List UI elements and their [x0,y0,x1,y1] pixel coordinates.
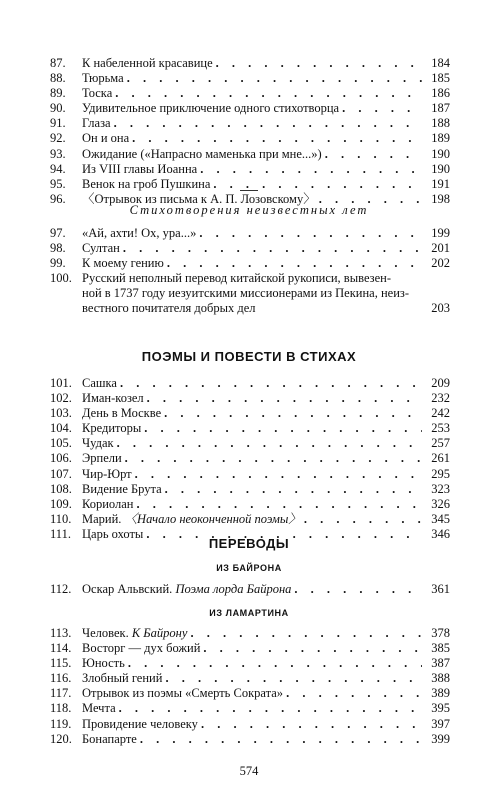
dot-leader [140,732,422,747]
entry-number: 109. [50,496,72,511]
entry-title: Видение Брута [82,481,162,496]
entry-page: 399 [431,731,450,746]
entry-title-line: ной в 1737 году иезуитскими миссионерами из Пекина, неиз- [82,286,410,301]
poems-section-heading: ПОЭМЫ И ПОВЕСТИ В СТИХАХ [141,349,357,364]
entry-number: 101. [50,376,72,390]
dot-leader [119,701,422,716]
entry-title-plain: Марий. [82,511,125,526]
toc-entry [50,56,450,71]
entry-number: 100. [50,271,72,286]
entry-number: 90. [50,101,66,116]
entry-number: 104. [50,421,72,436]
entry-page: 385 [431,641,450,656]
entry-number: 99. [50,256,66,271]
entry-title: Чудак [82,436,114,451]
dot-leader [135,467,422,482]
toc-entry [50,406,450,421]
dot-leader [200,162,422,177]
entry-number: 91. [50,116,66,131]
entry-number: 88. [50,71,66,86]
toc-entry [50,256,450,271]
toc-entry [50,101,450,116]
toc-entry [50,512,450,527]
entry-number: 95. [50,176,66,191]
entry-title: Глаза [82,116,111,131]
entry-page: 191 [431,176,450,191]
entry-number: 92. [50,131,66,146]
entry-number: 111. [50,526,71,541]
entry-page: 378 [431,626,450,640]
byron-subheading: ИЗ БАЙРОНА [216,563,282,573]
entry-title: 〈Отрывок из письма к А. П. Лозовскому〉 [82,191,316,206]
toc-entry [50,71,450,86]
divider-rule [240,190,258,191]
entry-page: 388 [431,671,450,686]
entry-number: 107. [50,466,72,481]
entry-number: 120. [50,731,72,746]
entry-page: 242 [431,406,450,421]
entry-page: 232 [431,391,450,406]
dot-leader [201,717,422,732]
entry-title: Удивительное приключение одного стихотворца [82,101,340,116]
entry-title [82,512,304,527]
entry-title-line: Русский неполный перевод китайской рукописи, вывезен- [82,271,391,286]
entry-title-line: вестного почитателя добрых дел [82,301,256,316]
dot-leader [127,71,422,86]
entry-title: День в Москве [82,406,162,421]
dot-leader [190,626,422,641]
entry-number: 89. [50,86,66,101]
entry-page: 345 [431,511,450,526]
dot-leader [216,56,422,71]
entry-page: 199 [431,226,450,240]
entry-page: 184 [431,56,450,70]
entry-page: 185 [431,71,450,86]
toc-group-1 [50,56,450,207]
dot-leader [125,451,422,466]
entry-page: 253 [431,421,450,436]
entry-title-italic: 〈Начало неоконченной поэмы〉 [124,511,301,526]
entry-title: К моему гению [82,256,164,271]
entry-number: 117. [50,686,72,701]
dot-leader [165,671,422,686]
dot-leader [325,147,422,162]
entry-page: 201 [431,241,450,256]
entry-title: Злобный гений [82,671,163,686]
entry-page: 361 [431,582,450,596]
entry-number: 102. [50,391,72,406]
dot-leader [117,436,422,451]
toc-entry [50,626,450,641]
entry-number: 105. [50,436,72,451]
entry-page: 295 [431,466,450,481]
entry-title: Провидение человеку [82,716,198,731]
entry-page: 395 [431,701,450,716]
entry-page: 346 [431,526,450,541]
entry-number: 96. [50,191,66,206]
entry-title [82,626,190,641]
toc-entry [50,717,450,732]
dot-leader [294,582,422,597]
entry-number: 116. [50,671,72,686]
entry-title: Восторг — дух божий [82,641,201,656]
toc-entry [50,86,450,101]
entry-page: 209 [431,376,450,390]
toc-entry [50,656,450,671]
entry-number: 93. [50,146,66,161]
entry-page: 187 [431,101,450,116]
dot-leader [167,256,422,271]
toc-entry [50,497,450,512]
entry-number: 119. [50,716,72,731]
entry-page: 198 [431,191,450,206]
entry-page: 190 [431,161,450,176]
entry-title [82,271,422,316]
entry-number: 94. [50,161,66,176]
entry-title: Иман-козел [82,391,144,406]
dot-leader [114,116,422,131]
entry-page: 257 [431,436,450,451]
entry-title: Мечта [82,701,116,716]
toc-entry [50,467,450,482]
entry-page: 389 [431,686,450,701]
toc-entry [50,421,450,436]
entry-page: 188 [431,116,450,131]
entry-title: Чир-Юрт [82,466,132,481]
dot-leader [286,686,422,701]
toc-entry [50,147,450,162]
toc-entry [50,226,450,241]
dot-leader [132,131,422,146]
entry-title: Ожидание («Напрасно маменька при мне...») [82,146,322,161]
entry-number: 110. [50,511,72,526]
toc-entry [50,116,450,131]
entry-number: 108. [50,481,72,496]
entry-number: 115. [50,656,72,671]
dot-leader [115,86,422,101]
entry-page: 189 [431,131,450,146]
entry-page: 323 [431,481,450,496]
entry-title: К набеленной красавице [82,56,213,70]
dot-leader [304,512,422,527]
dot-leader [164,406,422,421]
entry-page: 203 [431,301,450,316]
entry-title: Кредиторы [82,421,142,436]
entry-number: 114. [50,641,72,656]
toc-entry [50,686,450,701]
entry-title: Он и она [82,131,130,146]
toc-entry [50,671,450,686]
entry-title [82,582,294,597]
toc-entry [50,482,450,497]
toc-group-2 [50,226,450,317]
entry-title: Тюрьма [82,71,124,86]
toc-entry [50,451,450,466]
entry-title: Султан [82,241,120,256]
entry-title: Царь охоты [82,526,144,541]
entry-title-italic: Поэма лорда Байрона [175,582,292,596]
toc-entry [50,241,450,256]
entry-page: 202 [431,256,450,271]
entry-title: «Ай, ахти! Ох, ура...» [82,226,197,240]
entry-page: 261 [431,451,450,466]
translations-section-heading: ПЕРЕВОДЫ [208,536,290,551]
toc-entry [50,582,450,597]
entry-title: Сашка [82,376,117,390]
lamartine-subheading: ИЗ ЛАМАРТИНА [209,608,289,618]
dot-leader [144,421,422,436]
dot-leader [165,482,422,497]
entry-page: 190 [431,146,450,161]
toc-group-3 [50,376,450,542]
page-number: 574 [239,764,259,778]
toc-entry-multiline [50,271,450,316]
entry-number: 97. [50,226,66,240]
toc-entry [50,701,450,716]
toc-entry [50,436,450,451]
entry-number: 113. [50,626,72,640]
dot-leader [203,641,422,656]
toc-entry [50,131,450,146]
entry-title-last-row [82,301,418,316]
entry-title: Тоска [82,86,113,101]
entry-number: 106. [50,451,72,466]
entry-page: 387 [431,656,450,671]
dot-leader [120,376,422,391]
dot-leader [136,497,422,512]
dot-leader [147,391,422,406]
entry-number: 103. [50,406,72,421]
entry-title-plain: Человек. [82,626,132,640]
toc-entry [50,641,450,656]
toc-group-byron [50,582,450,597]
toc-entry [50,162,450,177]
entry-number: 118. [50,701,72,716]
entry-number: 98. [50,241,66,256]
dot-leader [199,226,422,241]
entry-title-italic: К Байрону [131,626,188,640]
entry-title: Эрпели [82,451,122,466]
entry-title: Венок на гроб Пушкина [82,176,211,191]
entry-title: Из VIII главы Иоанна [82,161,198,176]
entry-title-plain: Оскар Альвский. [82,582,176,596]
entry-number: 87. [50,56,66,70]
entry-page: 326 [431,496,450,511]
entry-title: Бонапарте [82,731,137,746]
toc-group-lamartine [50,626,450,747]
dot-leader [123,241,422,256]
entry-page: 397 [431,716,450,731]
entry-title: Отрывок из поэмы «Смерть Сократа» [82,686,284,701]
toc-entry [50,732,450,747]
entry-title: Кориолан [82,496,134,511]
entry-number: 112. [50,582,72,596]
toc-entry [50,391,450,406]
unknown-years-heading: Стихотворения неизвестных лет [129,203,369,217]
toc-entry [50,376,450,391]
dot-leader [342,101,422,116]
entry-title: Юность [82,656,125,671]
dot-leader [128,656,422,671]
entry-page: 186 [431,86,450,101]
